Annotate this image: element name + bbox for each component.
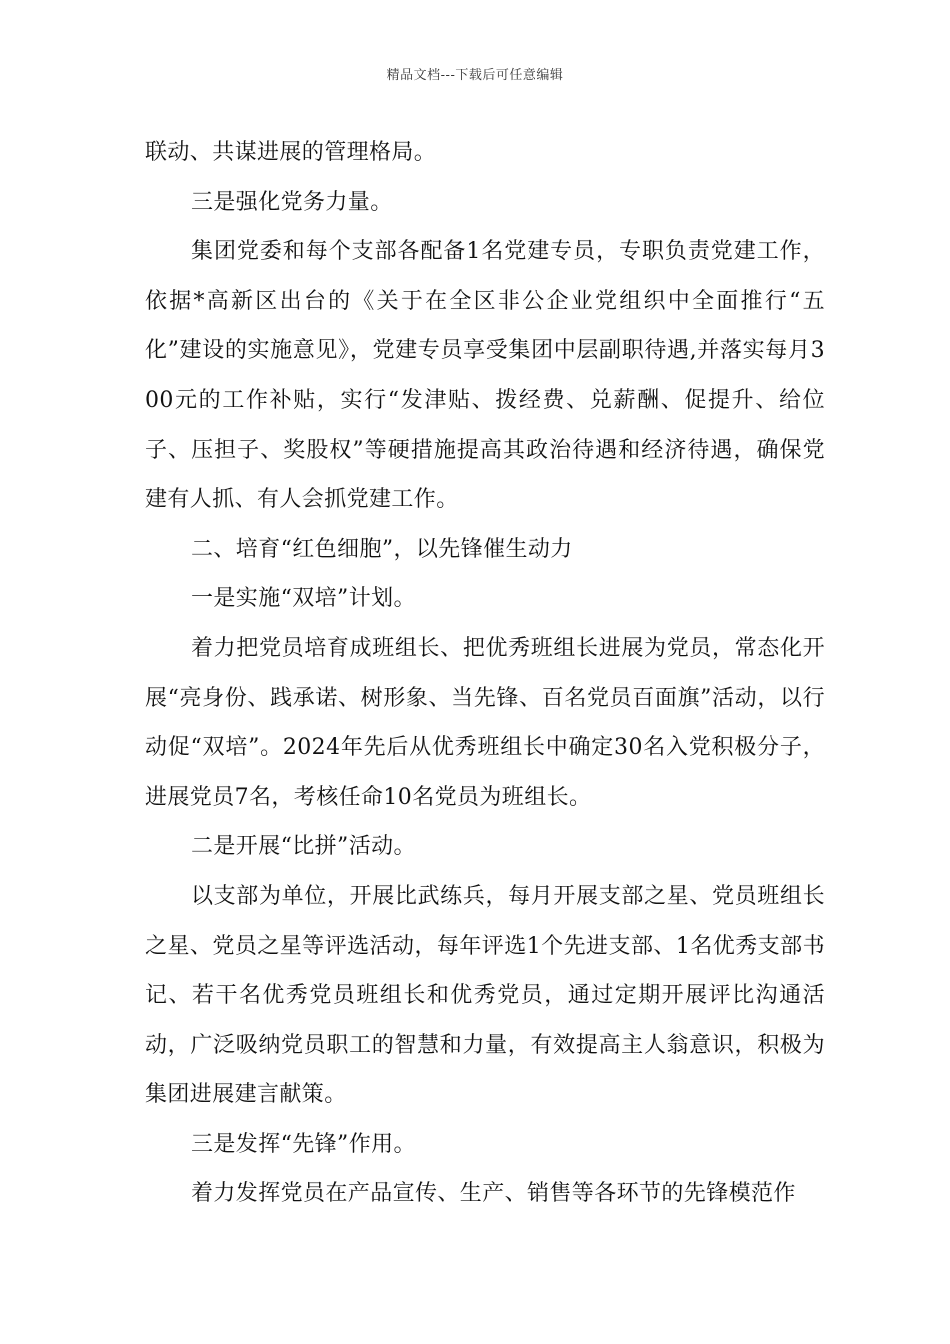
paragraph: 以支部为单位，开展比武练兵，每月开展支部之星、党员班组长之星、党员之星等评选活动，每年评选1个先进支部、1名优秀支部书记、若干名优秀党员班组长和优秀党员，通过定期开展评比沟通活动，广泛吸纳党员职工的智慧和力量，有效提高主人翁意识，积极为集团进展建言献策。 [145, 883, 825, 1108]
paragraph: 着力发挥党员在产品宣传、生产、销售等各环节的先锋模范作 [191, 1181, 796, 1207]
paragraph-heading: 三是强化党务力量。 [191, 189, 393, 215]
paragraph-heading: 二是开展“比拼”活动。 [191, 834, 416, 860]
paragraph: 着力把党员培育成班组长、把优秀班组长进展为党员，常态化开展“亮身份、践承诺、树形象、当先锋、百名党员百面旗”活动，以行动促“双培”。2024年先后从优秀班组长中确定30名入党积极分子，进展党员7名，考核任命10名党员为班组长。 [145, 635, 825, 810]
paragraph: 集团党委和每个支部各配备1名党建专员，专职负责党建工作，依据*高新区出台的《关于在全区非公企业党组织中全面推行“五化”建设的实施意见》，党建专员享受集团中层副职待遇,并落实每月300元的工作补贴，实行“发津贴、拨经费、兑薪酬、促提升、给位子、压担子、奖股权”等硬措施提高其政治待遇和经济待遇，确保党建有人抓、有人会抓党建工作。 [145, 239, 825, 513]
section-heading: 二、培育“红色细胞”，以先锋催生动力 [191, 536, 573, 562]
paragraph: 联动、共谋进展的管理格局。 [145, 140, 437, 165]
document-body [145, 128, 825, 1219]
page-header: 精品文档---下载后可任意编辑 [386, 68, 564, 83]
paragraph-heading: 一是实施“双培”计划。 [191, 586, 416, 612]
paragraph-heading: 三是发挥“先锋”作用。 [191, 1131, 416, 1157]
